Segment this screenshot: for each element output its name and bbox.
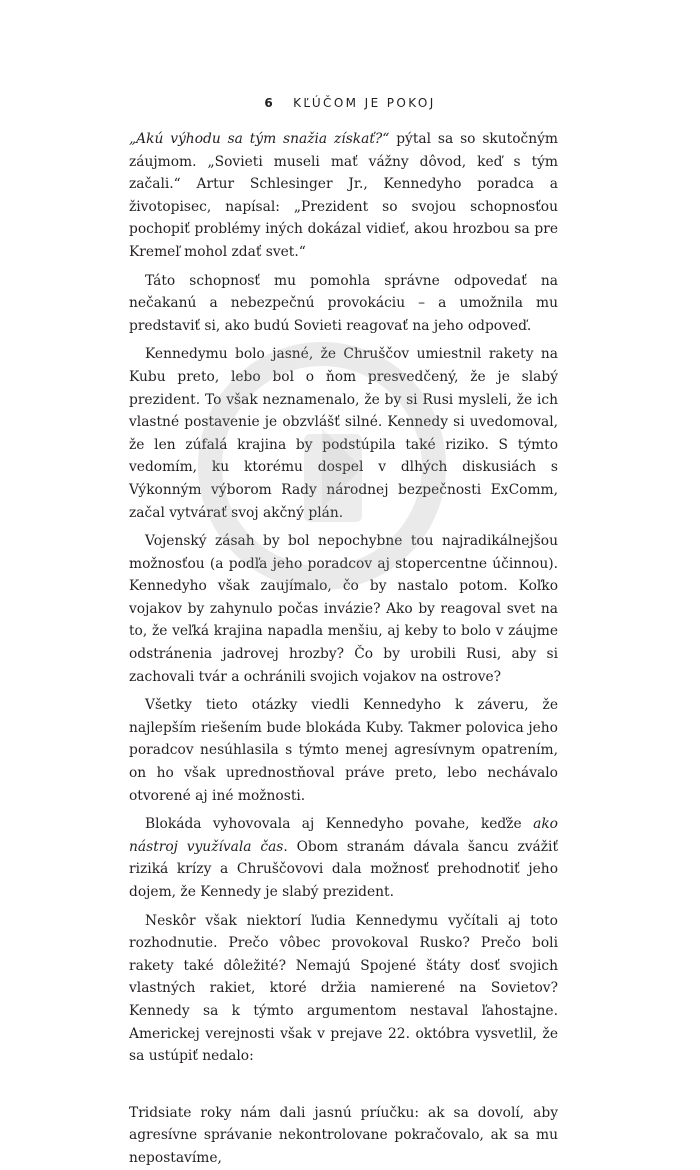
paragraph-4 [129,530,558,688]
paragraph-6 [129,813,558,903]
paragraph-2-text: Táto schopnosť mu pomohla správne odpovedať na nečakanú a nebezpečnú provokáciu – a umožnila mu predstaviť si, ako budú Sovieti reagovať na jeho odpoveď. [129,272,558,334]
paragraph-3-text: Kennedymu bolo jasné, že Chruščov umiestnil rakety na Kubu preto, lebo bol o ňom presvedčený, že je slabý prezident. To však neznamenalo, že by si Rusi mysleli, že ich vlastné postavenie je obzvlášť silné. Kennedy si uvedomoval, že len zúfalá krajina by podstúpila také riziko. S týmto vedomím, ku ktorému dospel v dlhých diskusiách s Výkonným výborom Rady národnej bezpečnosti ExComm, začal vytvárať svoj akčný plán. [129,346,558,521]
paragraph-6-italic-phrase: ako nástroj využívala čas [129,816,558,855]
body-text [129,128,558,1170]
paragraph-1 [129,128,558,264]
paragraph-4-text: Vojenský zásah by bol nepochybne tou najradikálnejšou možnosťou (a podľa jeho poradcov aj stopercentne účinnou). Kennedyho však zaujímalo, čo by nastalo potom. Koľko vojakov by zahynulo počas invázie? Ako by reagoval svet na to, že veľká krajina napadla menšiu, aj keby to bolo v záujme odstránenia jadrovej hrozby? Čo by urobili Rusi, aby si zachovali tvár a ochránili svojich vojakov na ostrove? [129,533,558,685]
page-number: 6 [264,96,276,110]
paragraph-1-italic-opening: „Akú výhodu sa tým snažia získať?“ [129,131,390,147]
paragraph-1-text: pýtal sa so skutočným záujmom. „Sovieti museli mať vážny dôvod, keď s tým začali.“ Artur Schlesinger Jr., Kennedyho poradca a životopisec, napísal: „Prezident so svojou schopnosťou pochopiť problémy iných dokázal vidieť, akou hrozbou sa pre Kremeľ mohol zdať svet.“ [129,131,558,260]
paragraph-5-text: Všetky tieto otázky viedli Kennedyho k záveru, že najlepším riešením bude blokáda Kuby. Takmer polovica jeho poradcov nesúhlasila s týmto menej agresívnym opatrením, on ho však uprednostňoval práve preto, lebo nechávalo otvorené aj iné možnosti. [129,697,558,804]
chapter-title: KĽÚČOM JE POKOJ [293,96,436,110]
paragraph-6-text-start: Blokáda vyhovovala aj Kennedyho povahe, keďže [145,816,534,833]
running-head [0,96,700,110]
paragraph-7 [129,910,558,1068]
paragraph-6-text-end: . Obom stranám dávala šancu zvážiť riziká krízy a Chruščovovi dala možnosť prehodnotiť jeho dojem, že Kennedy je slabý prezident. [129,838,558,900]
paragraph-3 [129,343,558,524]
paragraph-5 [129,694,558,807]
block-quote-text: Tridsiate roky nám dali jasnú príučku: ak sa dovolí, aby agresívne správanie nekontrolovane pokračovalo, ak sa mu nepostavíme, [129,1104,558,1166]
paragraph-7-text: Neskôr však niektorí ľudia Kennedymu vyčítali aj toto rozhodnutie. Prečo vôbec provokoval Rusko? Prečo boli rakety také dôležité? Nemajú Spojené štáty dosť svojich vlastných rakiet, ktoré držia namierené na Sovietov? Kennedy sa k týmto argumentom nestaval ľahostajne. Americkej verejnosti však v prejave 22. októbra vysvetlil, že sa ustúpiť nedalo: [129,912,558,1065]
block-quote [129,1102,558,1170]
paragraph-2 [129,270,558,338]
